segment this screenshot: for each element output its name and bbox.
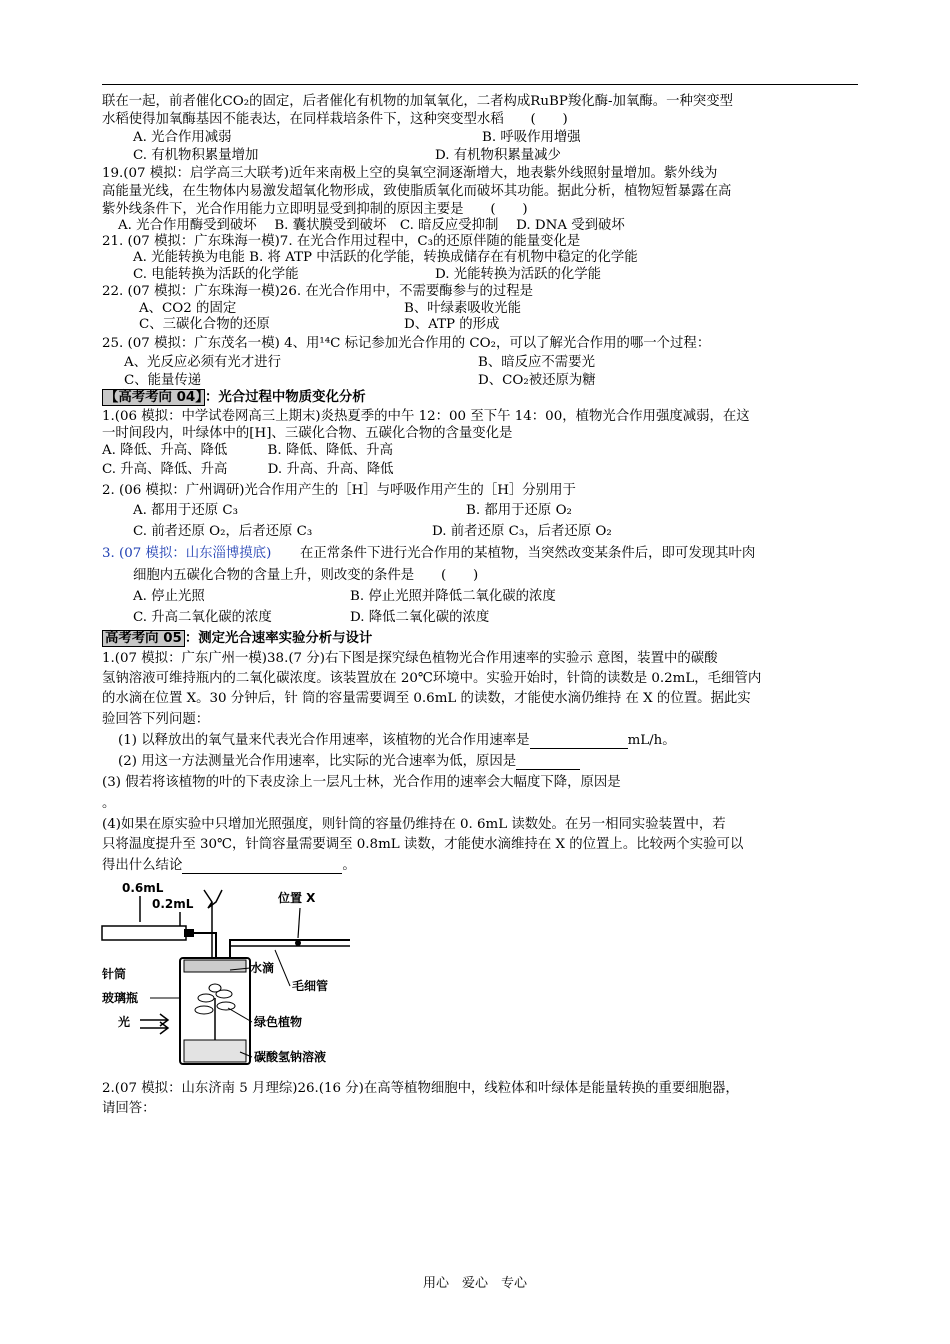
text-line: A. 光合作用酶受到破坏 B. 囊状膜受到破坏 C. 暗反应受抑制 D. DNA 受到破坏 — [118, 218, 625, 233]
water-drop-icon — [295, 940, 301, 946]
text-line: B、暗反应不需要光 — [478, 355, 595, 370]
text-line: C、能量传递 — [124, 373, 202, 388]
text-line: 1.(06 模拟：中学试卷网高三上期末)炎热夏季的中午 12：00 至下午 14：00，植物光合作用强度减弱，在这 — [102, 409, 750, 424]
label-glass-bottle: 玻璃瓶 — [102, 991, 139, 1005]
text-line: A. 都用于还原 C₃ — [133, 503, 239, 518]
text-line: 验回答下列问题： — [102, 712, 210, 727]
text-line: 21. (07 模拟：广东珠海一模)7. 在光合作用过程中，C₃的还原伴随的能量变化是 — [102, 234, 581, 249]
text-line: 在正常条件下进行光合作用的某植物，当突然改变某条件后，即可发现其叶肉 — [300, 546, 756, 561]
text-line: D、CO₂被还原为糖 — [478, 373, 596, 388]
text-line: 高能量光线，在生物体内易激发超氧化物形成，致使脂质氧化而破坏其功能。据此分析，植物短暂暴露在高 — [102, 184, 732, 199]
syringe-barrel — [102, 926, 186, 940]
text-line: C、三碳化合物的还原 — [139, 317, 270, 332]
text-line: A. 停止光照 — [133, 589, 205, 604]
q3-source: 3. (07 模拟：山东淄博摸底) — [102, 546, 272, 561]
text-line: C. 前者还原 O₂，后者还原 C₃ — [133, 524, 313, 539]
text-line: 22. (07 模拟：广东珠海一模)26. 在光合作用中，不需要酶参与的过程是 — [102, 284, 534, 299]
section-05-heading — [102, 630, 372, 647]
label-position-x: 位置 X — [278, 891, 316, 905]
section-04-title: ：光合过程中物质变化分析 — [204, 390, 366, 405]
text-line: (4)如果在原实验中只增加光照强度，则针筒的容量仍维持在 0. 6mL 读数处。在另一相同实验装置中，若 — [102, 817, 726, 832]
text-line: 请回答： — [102, 1101, 156, 1116]
clamp-icon — [204, 890, 222, 908]
text-line: B. 呼吸作用增强 — [482, 130, 581, 145]
label-syringe: 针筒 — [102, 967, 127, 981]
leaf-icon — [198, 994, 214, 1002]
text-line: 2. (06 模拟：广州调研)光合作用产生的［H］与呼吸作用产生的［H］分别用于 — [102, 483, 576, 498]
text-line: A、CO2 的固定 — [139, 301, 237, 316]
bottle-stopper — [184, 960, 246, 972]
text-line: D. 前者还原 C₃，后者还原 O₂ — [432, 524, 612, 539]
text-line: B. 都用于还原 O₂ — [466, 503, 572, 518]
section-05-label: 高考考向 05 — [102, 630, 185, 647]
text-line: 一时间段内，叶绿体中的[H]、三碳化合物、五碳化合物的含量变化是 — [102, 426, 513, 441]
label-light: 光 — [118, 1015, 131, 1029]
text-line: B、叶绿素吸收光能 — [404, 301, 521, 316]
text-line: B. 停止光照并降低二氧化碳的浓度 — [350, 589, 556, 604]
leaf-icon — [217, 1002, 235, 1010]
top-rule — [102, 84, 858, 85]
label-02ml: 0.2mL — [152, 897, 194, 911]
leaf-icon — [195, 1006, 213, 1014]
page-footer: 用心 爱心 专心 — [422, 1276, 527, 1291]
text-line: 25. (07 模拟：广东茂名一模) 4、用¹⁴C 标记参加光合作用的 CO₂，可以了解光合作用的哪一个过程： — [102, 336, 711, 351]
answer-blank-2[interactable] — [516, 755, 580, 770]
question-1-part-2: (2) 用这一方法测量光合作用速率，比实际的光合速率为低，原因是 — [118, 753, 580, 770]
leaf-icon — [209, 984, 221, 992]
text-line: 紫外线条件下，光合作用能力立即明显受到抑制的原因主要是 ( ) — [102, 202, 528, 217]
text-line: 2.(07 模拟：山东济南 5 月理综)26.(16 分)在高等植物细胞中，线粒体和叶绿体是能量转换的重要细胞器， — [102, 1081, 739, 1096]
photosynthesis-apparatus-diagram — [100, 880, 360, 1070]
text-line: D. 有机物积累量减少 — [435, 148, 561, 163]
text-line: 19.(07 模拟：启学高三大联考)近年来南极上空的臭氧空洞逐渐增大，地表紫外线照射量增加。紫外线为 — [102, 166, 718, 181]
text-line: A. 光合作用减弱 — [133, 130, 232, 145]
light-arrow-icon — [140, 1014, 168, 1034]
text-line: (3) 假若将该植物的叶的下表皮涂上一层凡士林，光合作用的速率会大幅度下降，原因是 — [102, 775, 621, 790]
question-1-part-1: (1) 以释放出的氧气量来代表光合作用速率，该植物的光合作用速率是 mL/h。 — [118, 733, 676, 748]
label-solution: 碳酸氢钠溶液 — [254, 1050, 327, 1064]
section-05-title: ：测定光合速率实验分析与设计 — [184, 631, 373, 646]
text-line: C. 电能转换为活跃的化学能 — [133, 267, 299, 282]
text-line: 联在一起，前者催化CO₂的固定，后者催化有机物的加氧氧化，二者构成RuBP羧化酶-加氧酶。一种突变型 — [102, 94, 734, 109]
label-06ml: 0.6mL — [122, 881, 164, 895]
text-line: 。 — [102, 796, 116, 811]
text-line: C. 升高、降低、升高 D. 升高、升高、降低 — [102, 462, 394, 477]
text-line: 只将温度提升至 30℃，针筒容量需要调至 0.8mL 读数，才能使水滴维持在 X 的位置上。比较两个实验可以 — [102, 837, 744, 852]
text-line: D. 降低二氧化碳的浓度 — [350, 610, 490, 625]
text-line: 细胞内五碳化合物的含量上升，则改变的条件是 ( ) — [133, 568, 479, 583]
text-line: A. 降低、升高、降低 B. 降低、降低、升高 — [102, 443, 393, 458]
text-line: A、光反应必须有光才进行 — [124, 355, 281, 370]
text-line: 1.(07 模拟：广东广州一模)38.(7 分)右下图是探究绿色植物光合作用速率的实验示 意图，装置中的碳酸 — [102, 651, 718, 666]
text-line: 的水滴在位置 X。30 分钟后，针 筒的容量需要调至 0.6mL 的读数，才能使水滴仍维持 在 X 的位置。据此实 — [102, 691, 751, 706]
text-line: A. 光能转换为电能 B. 将 ATP 中活跃的化学能，转换成储存在有机物中稳定的化学能 — [133, 250, 638, 265]
syringe-plunger — [184, 929, 194, 937]
label-water-drop: 水滴 — [250, 961, 275, 975]
text-line: C. 升高二氧化碳的浓度 — [133, 610, 272, 625]
question-1-part-4-end: 得出什么结论 。 — [102, 858, 356, 873]
text-line: D、ATP 的形成 — [404, 317, 500, 332]
label-capillary: 毛细管 — [292, 979, 329, 993]
capillary-tube — [230, 940, 350, 960]
section-04-label: 【高考考向 04】 — [102, 389, 205, 406]
text-line: D. 光能转换为活跃的化学能 — [435, 267, 602, 282]
answer-blank-1[interactable] — [530, 734, 628, 749]
text-line: C. 有机物积累量增加 — [133, 148, 259, 163]
section-04-heading — [102, 389, 366, 406]
text-line: 水稻使得加氧酶基因不能表达，在同样栽培条件下，这种突变型水稻 ( ) — [102, 112, 568, 127]
text-line: 氢钠溶液可维持瓶内的二氧化碳浓度。该装置放在 20℃环境中。实验开始时，针筒的读数是 0.2mL，毛细管内 — [102, 671, 762, 686]
label-green-plant: 绿色植物 — [254, 1015, 303, 1029]
solution-liquid — [184, 1040, 246, 1062]
answer-blank-4[interactable] — [182, 859, 342, 874]
